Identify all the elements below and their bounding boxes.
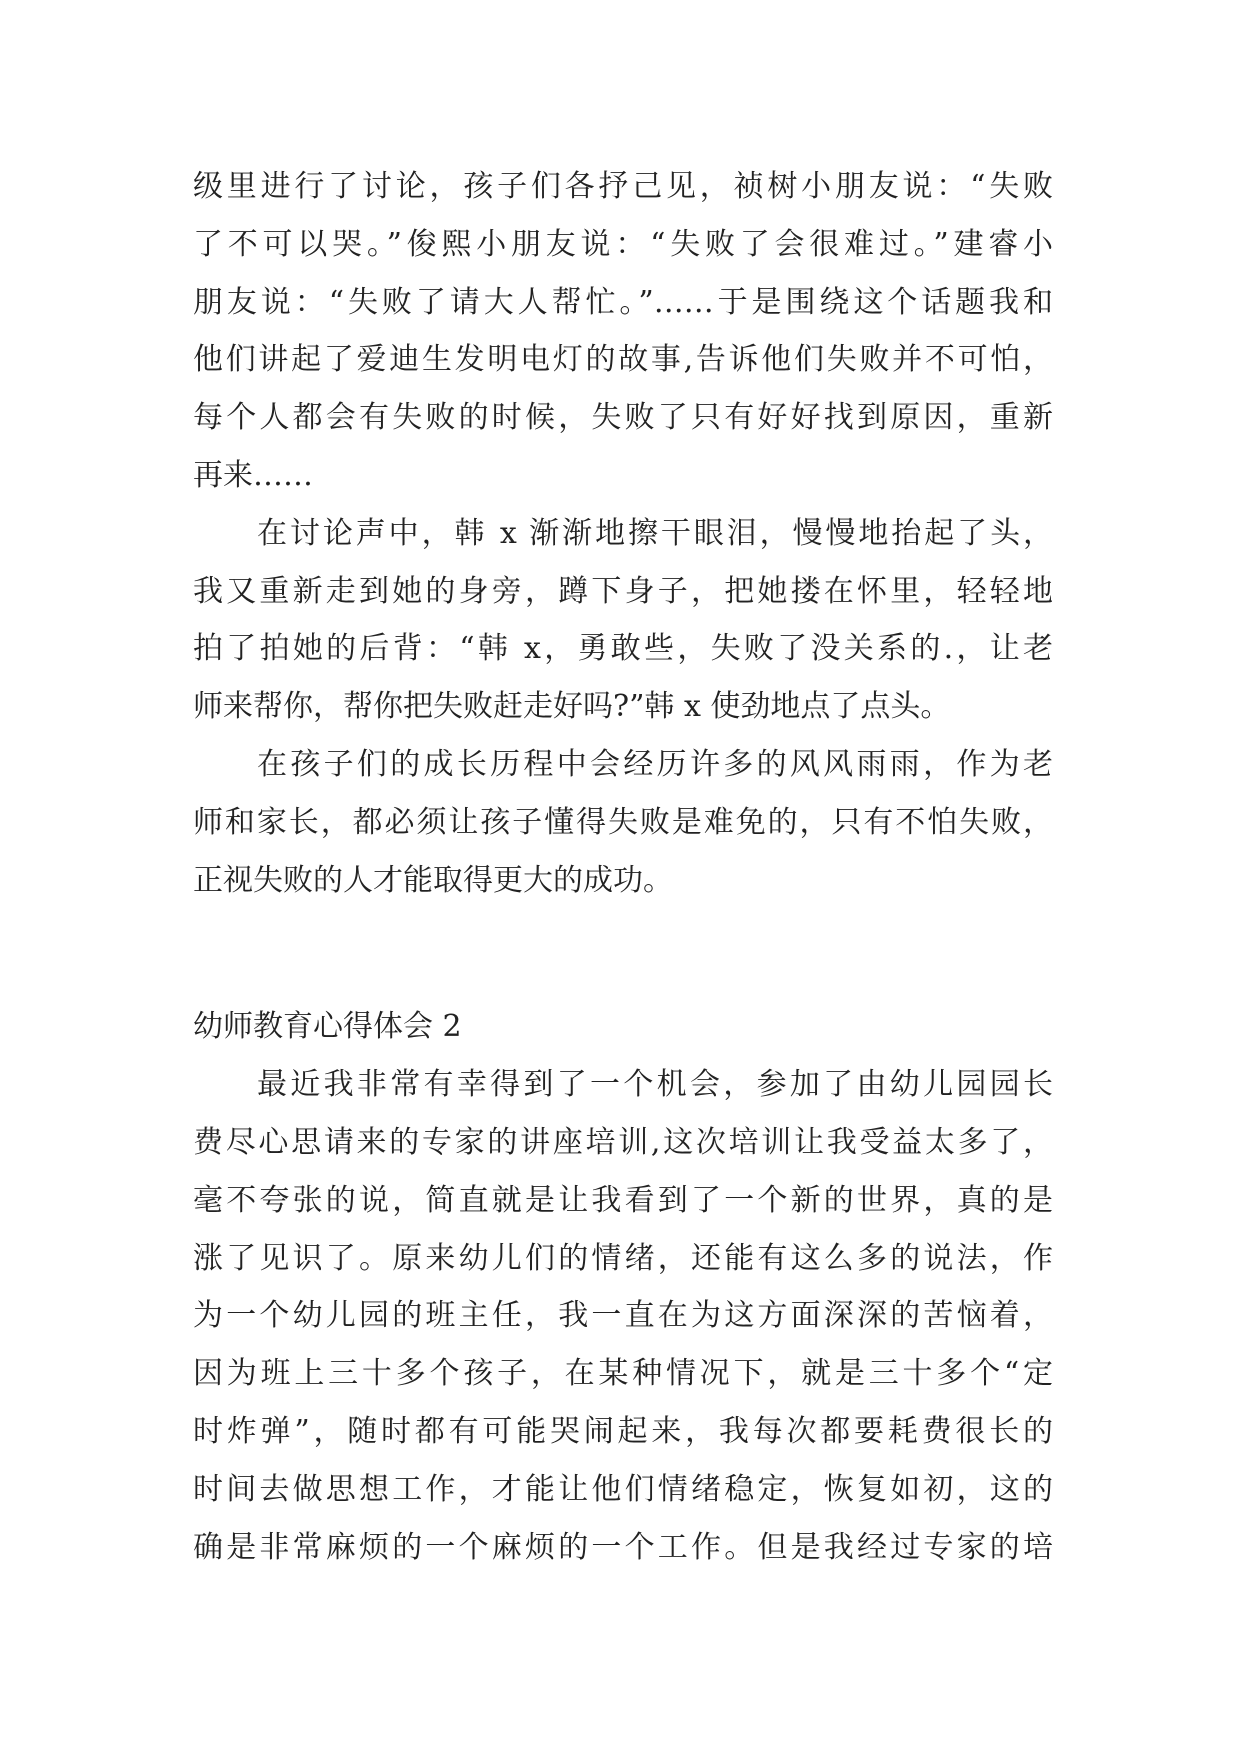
text-line: 在讨论声中，韩 x 渐渐地擦干眼泪，慢慢地抬起了头， bbox=[257, 515, 1053, 551]
paragraph-3 bbox=[193, 736, 1053, 909]
paragraph-4 bbox=[193, 1056, 1053, 1576]
text-line: 在孩子们的成长历程中会经历许多的风风雨雨，作为老 bbox=[257, 746, 1053, 782]
text-line: 因为班上三十多个孩子，在某种情况下，就是三十多个“定 bbox=[193, 1356, 1053, 1392]
text-line: 为一个幼儿园的班主任，我一直在为这方面深深的苦恼着， bbox=[193, 1298, 1053, 1334]
text-line: 时间去做思想工作，才能让他们情绪稳定，恢复如初，这的 bbox=[193, 1471, 1053, 1507]
text-line: 费尽心思请来的专家的讲座培训,这次培训让我受益太多了， bbox=[193, 1124, 1053, 1160]
text-line: 了不可以哭。”俊熙小朋友说：“失败了会很难过。”建睿小 bbox=[193, 226, 1053, 262]
paragraph-2 bbox=[193, 505, 1053, 736]
text-line: 级里进行了讨论，孩子们各抒己见，祯树小朋友说：“失败 bbox=[193, 169, 1053, 204]
text-line: 正视失败的人才能取得更大的成功。 bbox=[193, 862, 673, 898]
text-line: 最近我非常有幸得到了一个机会，参加了由幼儿园园长 bbox=[257, 1067, 1053, 1103]
text-line: 师和家长，都必须让孩子懂得失败是难免的，只有不怕失败， bbox=[193, 804, 1053, 840]
text-line: 再来…… bbox=[193, 457, 313, 493]
text-line: 我又重新走到她的身旁，蹲下身子，把她搂在怀里，轻轻地 bbox=[193, 573, 1053, 609]
text-line: 师来帮你，帮你把失败赶走好吗?”韩 x 使劲地点了点头。 bbox=[193, 689, 951, 725]
text-line: 朋友说：“失败了请大人帮忙。”……于是围绕这个话题我和 bbox=[193, 284, 1053, 320]
text-line: 确是非常麻烦的一个麻烦的一个工作。但是我经过专家的培 bbox=[193, 1529, 1053, 1565]
text-line: 涨了见识了。原来幼儿们的情绪，还能有这么多的说法，作 bbox=[193, 1240, 1053, 1276]
text-line: 时炸弹”，随时都有可能哭闹起来，我每次都要耗费很长的 bbox=[193, 1413, 1053, 1449]
text-line: 拍了拍她的后背：“韩 x，勇敢些，失败了没关系的.，让老 bbox=[193, 631, 1053, 667]
text-line: 毫不夸张的说，简直就是让我看到了一个新的世界，真的是 bbox=[193, 1182, 1053, 1218]
text-line: 他们讲起了爱迪生发明电灯的故事,告诉他们失败并不可怕， bbox=[193, 342, 1053, 378]
paragraph-1 bbox=[193, 158, 1053, 505]
document-page bbox=[193, 158, 1053, 1576]
text-line: 每个人都会有失败的时候，失败了只有好好找到原因，重新 bbox=[193, 400, 1053, 436]
section-gap bbox=[193, 909, 1053, 998]
section-heading: 幼师教育心得体会 2 bbox=[193, 1009, 462, 1045]
